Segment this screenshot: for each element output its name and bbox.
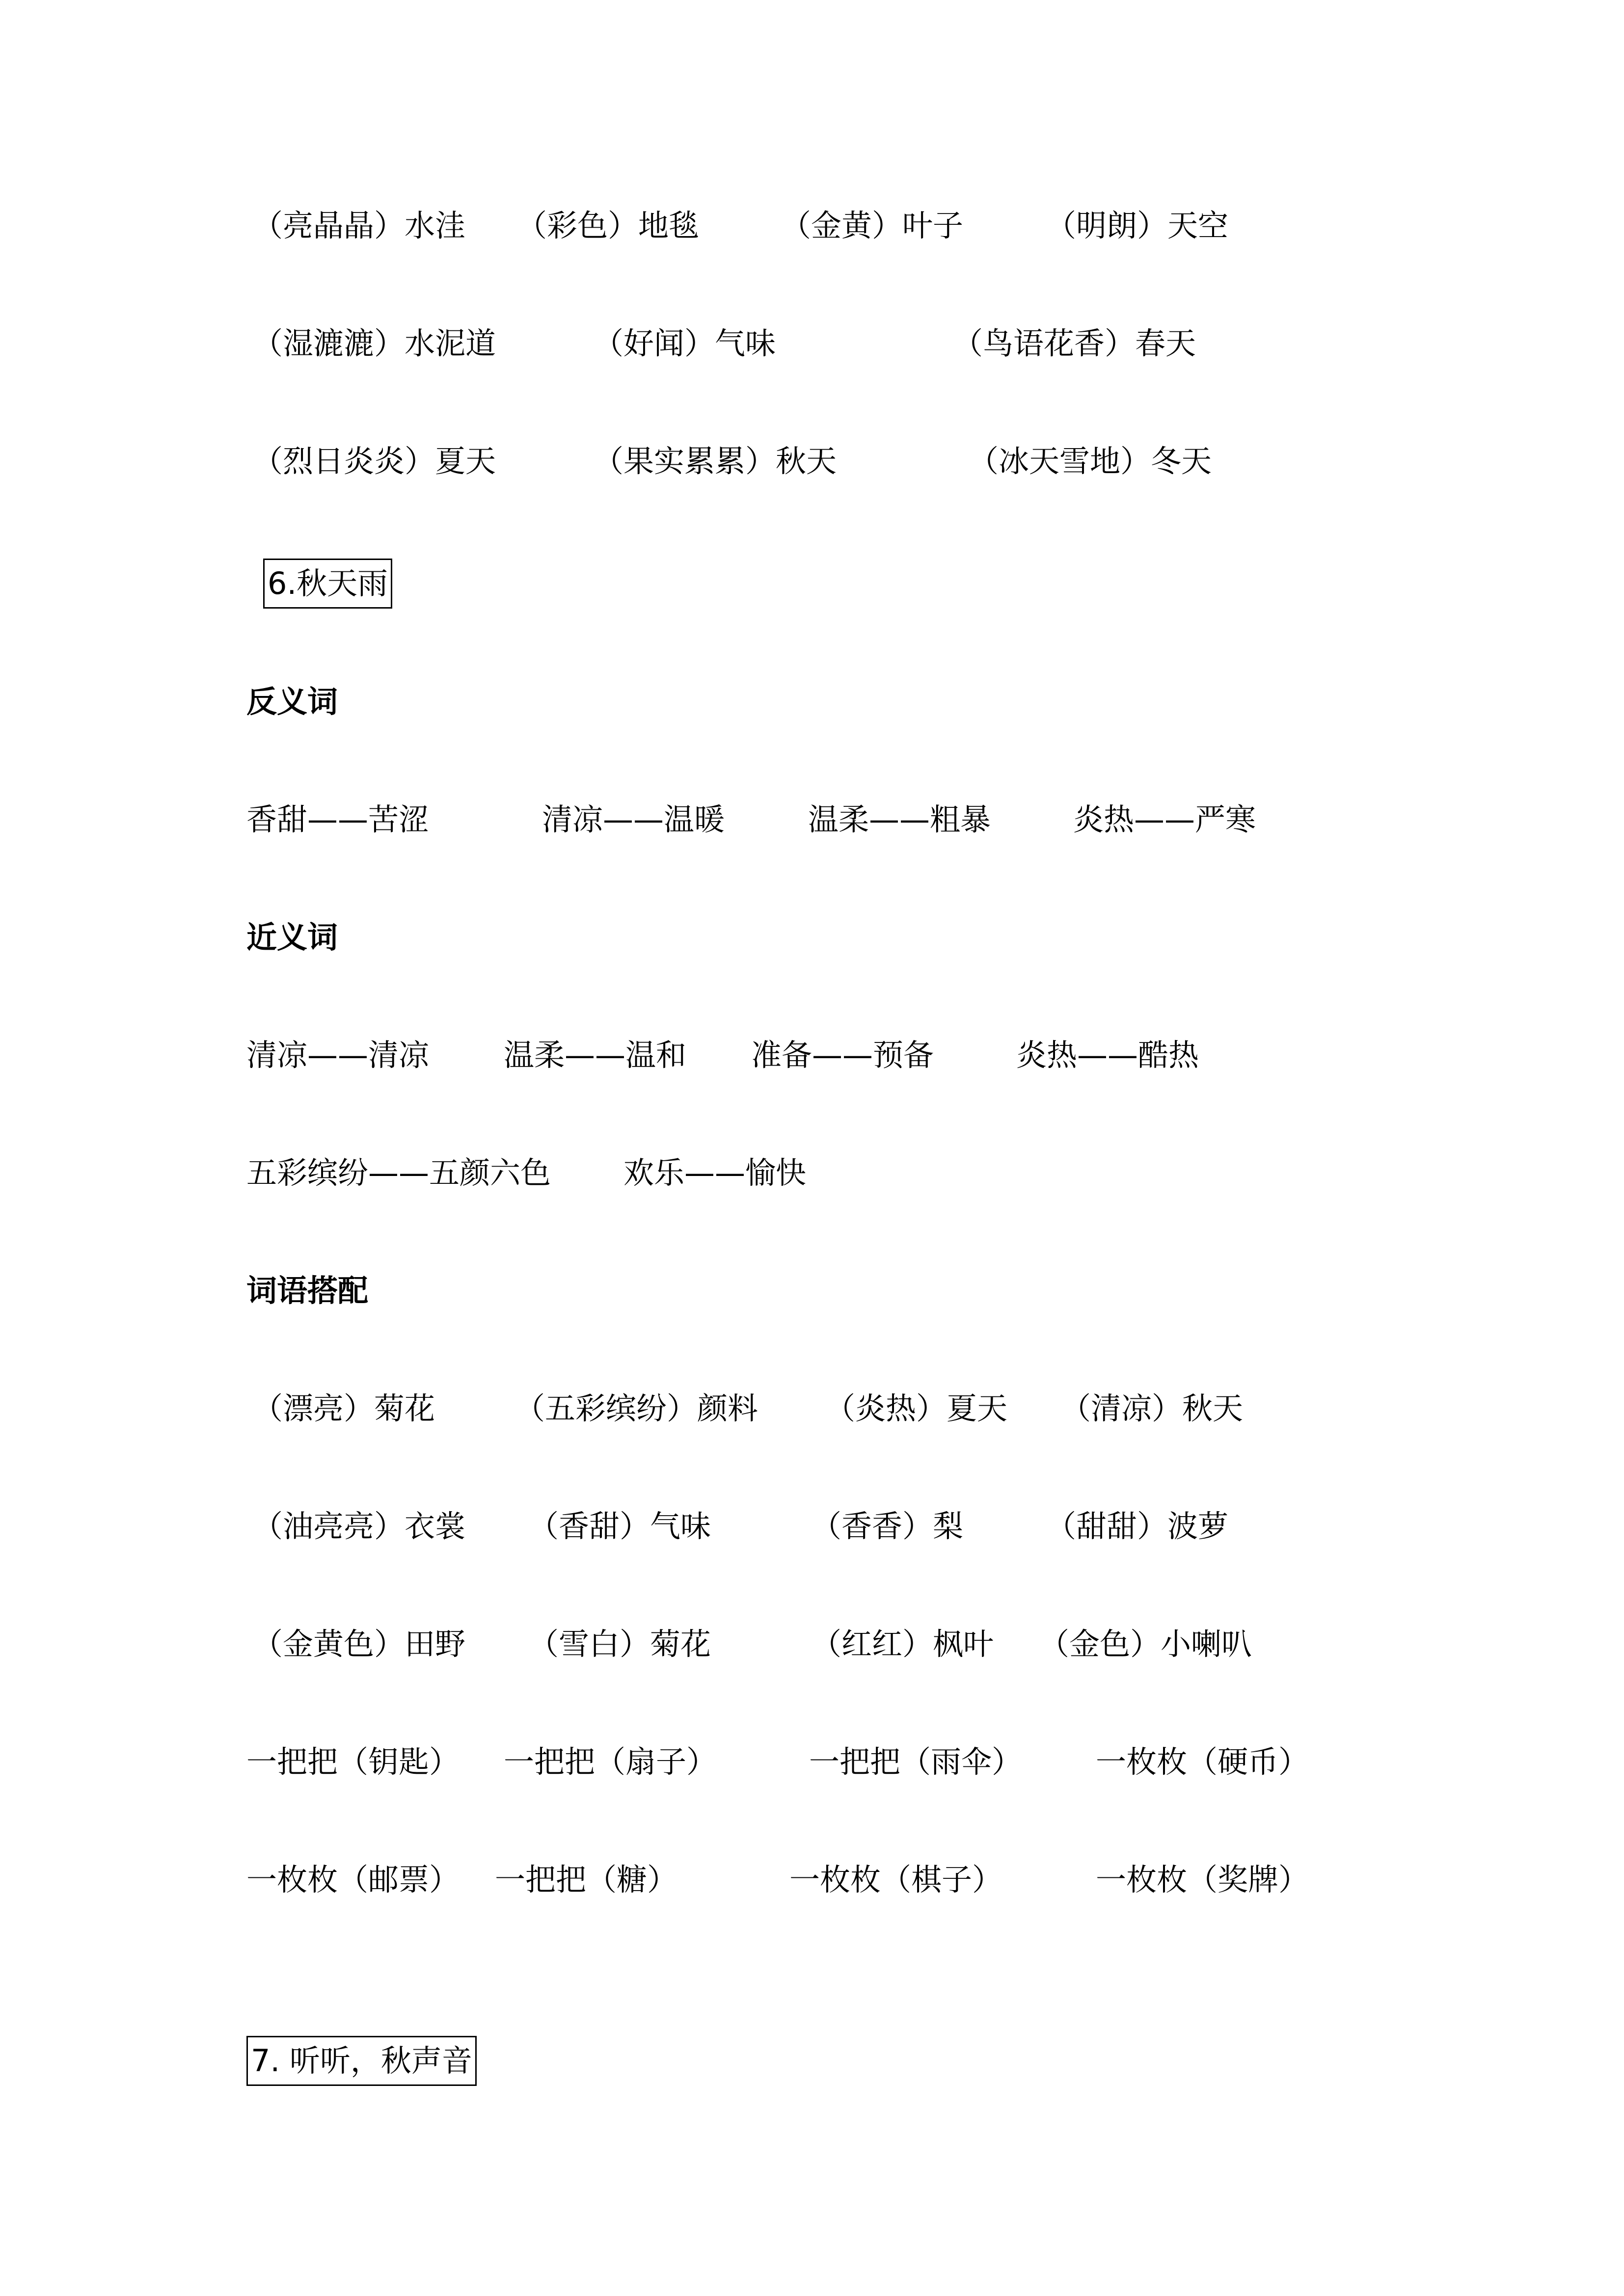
collocation-item: （冰天雪地）冬天: [968, 443, 1212, 479]
antonym-pair: 温柔——粗暴: [808, 801, 991, 837]
antonym-pair: 炎热——严寒: [1073, 801, 1256, 837]
lesson-7-title: 7. 听听，秋声音: [246, 2036, 477, 2086]
collocation-item: （烈日炎炎）夏天: [252, 443, 496, 479]
synonym-pair: 准备——预备: [751, 1037, 934, 1073]
collocation-item: 一把把（雨伞）: [809, 1744, 1023, 1780]
collocation-item: （亮晶晶）水洼: [252, 208, 466, 243]
collocation-item: （漂亮）菊花: [252, 1390, 435, 1426]
collocation-item: （五彩缤纷）颜料: [514, 1390, 758, 1426]
collocation-item: （明朗）天空: [1046, 208, 1229, 243]
collocation-item: （彩色）地毯: [516, 208, 700, 243]
collocation-item: （金黄）叶子: [781, 208, 964, 243]
collocation-item: 一枚枚（棋子）: [789, 1862, 1003, 1897]
collocation-item: （湿漉漉）水泥道: [252, 325, 496, 361]
collocation-item: （香甜）气味: [528, 1508, 711, 1544]
collocation-item: （清凉）秋天: [1060, 1390, 1244, 1426]
synonym-pair: 五彩缤纷——五颜六色: [246, 1155, 551, 1191]
collocation-item: （香香）梨: [811, 1508, 964, 1544]
collocation-item: （油亮亮）衣裳: [252, 1508, 466, 1544]
lesson-6-title: 6.秋天雨: [263, 559, 392, 609]
collocation-item: （好闻）气味: [593, 325, 776, 361]
collocation-item: 一把把（钥匙）: [246, 1744, 460, 1780]
collocation-item: （炎热）夏天: [825, 1390, 1008, 1426]
collocation-item: （雪白）菊花: [528, 1626, 711, 1662]
collocation-item: 一把把（扇子）: [504, 1744, 717, 1780]
synonym-pair: 温柔——温和: [504, 1037, 687, 1073]
collocation-item: 一枚枚（硬币）: [1096, 1744, 1309, 1780]
collocation-item: 一枚枚（奖牌）: [1096, 1862, 1309, 1897]
collocation-item: （鸟语花香）春天: [952, 325, 1196, 361]
collocation-heading: 词语搭配: [246, 1273, 369, 1308]
collocation-item: （金黄色）田野: [252, 1626, 466, 1662]
collocation-item: 一把把（糖）: [495, 1862, 678, 1897]
collocation-item: 一枚枚（邮票）: [246, 1862, 460, 1897]
antonym-pair: 清凉——温暖: [542, 801, 725, 837]
synonym-pair: 欢乐——愉快: [623, 1155, 807, 1191]
collocation-item: （果实累累）秋天: [593, 443, 837, 479]
antonym-pair: 香甜——苦涩: [246, 801, 430, 837]
collocation-item: （金色）小喇叭: [1039, 1626, 1252, 1662]
antonyms-heading: 反义词: [246, 684, 338, 720]
collocation-item: （甜甜）波萝: [1046, 1508, 1229, 1544]
synonym-pair: 清凉——清凉: [246, 1037, 430, 1073]
synonym-pair: 炎热——酷热: [1016, 1037, 1199, 1073]
collocation-item: （红红）枫叶: [811, 1626, 994, 1662]
synonyms-heading: 近义词: [246, 919, 338, 955]
